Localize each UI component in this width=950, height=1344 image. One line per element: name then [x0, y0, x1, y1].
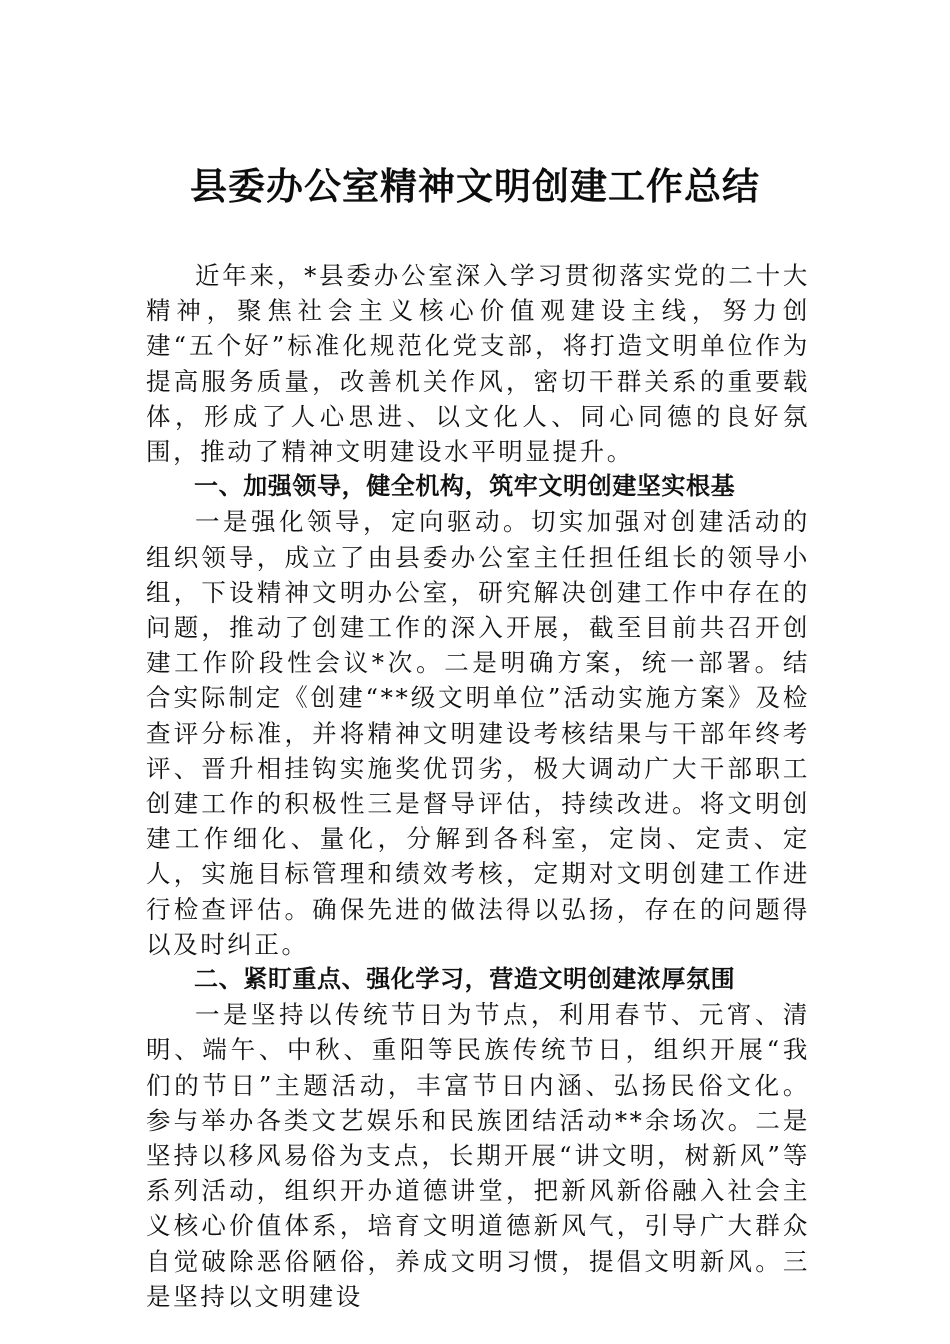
document-title: 县委办公室精神文明创建工作总结 — [190, 164, 760, 208]
document-body — [146, 258, 810, 1314]
section-heading-2: 二、紧盯重点、强化学习，营造文明创建浓厚氛围 — [194, 965, 736, 994]
section-1-paragraph: 一是强化领导，定向驱动。切实加强对创建活动的组织领导，成立了由县委办公室主任担任组长的领导小组，下设精神文明办公室，研究解决创建工作中存在的问题，推动了创建工作的深入开展，截至目前共召开创建工作阶段性会议*次。二是明确方案，统一部署。结合实际制定《创建“**级文明单位”活动实施方案》及检查评分标准，并将精神文明建设考核结果与干部年终考评、晋升相挂钩实施奖优罚劣，极大调动广大干部职工创建工作的积极性三是督导评估，持续改进。将文明创建工作细化、量化，分解到各科室，定岗、定责、定人，实施目标管理和绩效考核，定期对文明创建工作进行检查评估。确保先进的做法得以弘扬，存在的问题得以及时纠正。 — [146, 507, 810, 959]
section-heading-1: 一、加强领导，健全机构，筑牢文明创建坚实根基 — [194, 472, 736, 501]
section-2-paragraph: 一是坚持以传统节日为节点，利用春节、元宵、清明、端午、中秋、重阳等民族传统节日，组织开展“我们的节日”主题活动，丰富节日内涵、弘扬民俗文化。参与举办各类文艺娱乐和民族团结活动**余场次。二是坚持以移风易俗为支点，长期开展“讲文明，树新风”等系列活动，组织开办道德讲堂，把新风新俗融入社会主义核心价值体系，培育文明道德新风气，引导广大群众自觉破除恶俗陋俗，养成文明习惯，提倡文明新风。三是坚持以文明建设 — [146, 1000, 810, 1311]
intro-paragraph: 近年来，*县委办公室深入学习贯彻落实党的二十大精神，聚焦社会主义核心价值观建设主线，努力创建“五个好”标准化规范化党支部，将打造文明单位作为提高服务质量，改善机关作风，密切干群关系的重要载体，形成了人心思进、以文化人、同心同德的良好氛围，推动了精神文明建设水平明显提升。 — [146, 261, 810, 467]
